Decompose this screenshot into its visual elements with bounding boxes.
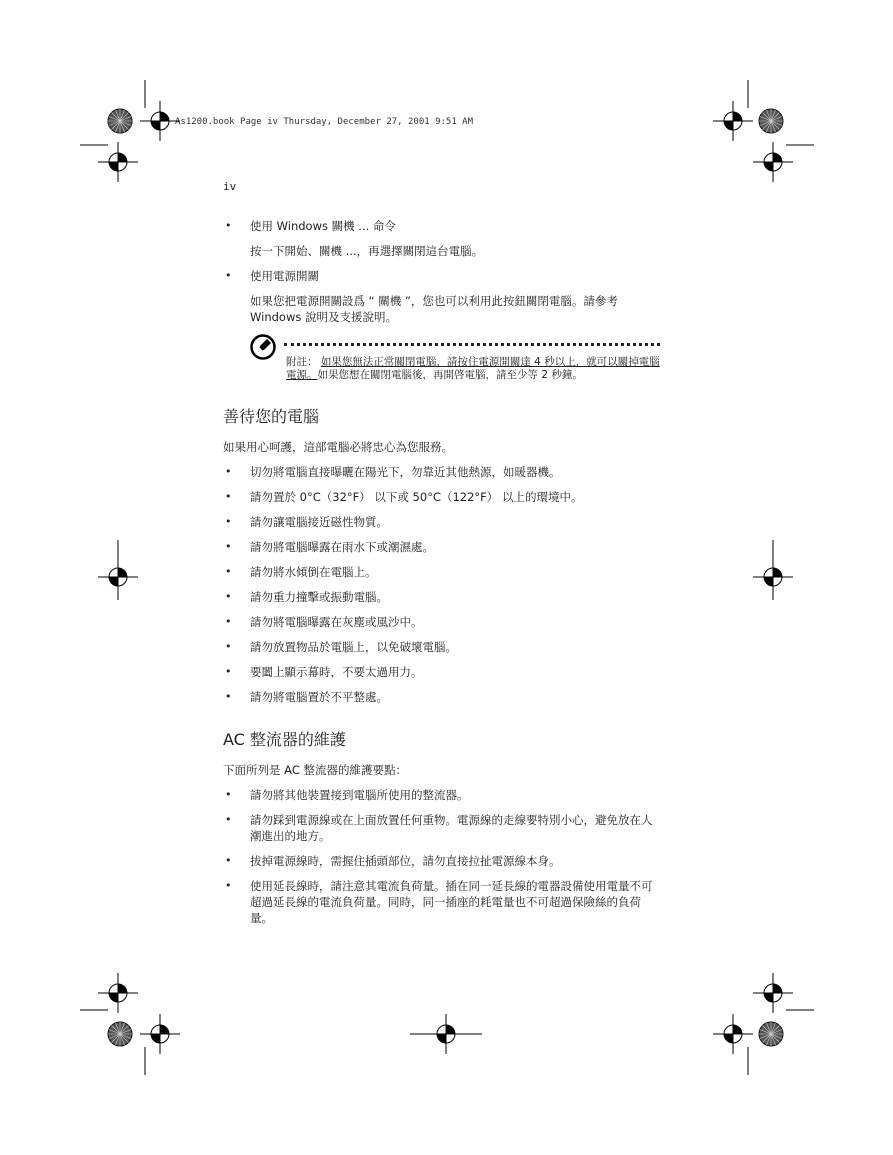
note-rest-text: 如果您想在關閉電腦後，再開啓電腦，請至少等 2 秒鐘。 [317,369,583,381]
list-item-text: 請勿將電腦置於不平整處。 [250,690,388,704]
page-content [223,218,663,935]
page-number: iv [223,180,237,193]
list-item [223,812,663,844]
bullet-icon: • [225,879,232,892]
list-item [223,787,663,803]
bullet-icon: • [225,540,232,553]
list-item-text: 請勿置於 0°C（32°F） 以下或 50°C（122°F） 以上的環境中。 [250,490,583,504]
list-item [223,489,663,505]
list-item-text: 要闔上顯示幕時，不要太過用力。 [250,665,423,679]
bullet-icon: • [225,813,232,826]
bullet-icon: • [225,590,232,603]
section-title-care: 善待您的電腦 [223,407,320,426]
list-item-detail: 按一下開始、關機 ...，再選擇關閉這台電腦。 [250,244,484,258]
bullet-icon: • [225,640,232,653]
list-item-text: 使用延長線時，請注意其電流負荷量。插在同一延長線的電器設備使用電量不可超過延長線的電流負荷量。同時，同一插座的耗電量也不可超過保險絲的負荷量。 [250,879,653,925]
section-intro-ac: 下面所列是 AC 整流器的維護要點： [223,763,408,777]
care-list [223,464,663,705]
list-item-detail: 如果您把電源開關設爲 “ 關機 ”，您也可以利用此按鈕關閉電腦。請參考 Windows 說明及支援說明。 [250,294,618,324]
list-item-text: 請勿將電腦曝露在灰塵或風沙中。 [250,615,423,629]
bullet-icon: • [225,788,232,801]
list-item-label: 使用 Windows 關機 ... 命令 [250,219,396,233]
list-item [223,218,663,234]
bullet-icon: • [225,490,232,503]
bullet-icon: • [225,465,232,478]
list-item-text: 請勿將電腦曝露在雨水下或潮濕處。 [250,540,434,554]
section-intro-care: 如果用心呵護，這部電腦必將忠心為您服務。 [223,440,453,454]
bullet-icon: • [225,565,232,578]
list-item [223,853,663,869]
list-item-text: 請勿將其他裝置接到電腦所使用的整流器。 [250,788,469,802]
list-item [223,268,663,284]
ac-list [223,787,663,926]
list-item [223,664,663,680]
list-item-text: 請勿讓電腦接近磁性物質。 [250,515,388,529]
note-pencil-icon [250,334,276,360]
bullet-icon: • [225,219,232,232]
print-header: As1200.book Page iv Thursday, December 27, 2001 9:51 AM [175,117,474,127]
list-item-text: 請勿重力撞擊或振動電腦。 [250,590,388,604]
note-text [250,334,663,382]
list-item-text: 拔掉電源線時，需握住插頭部位，請勿直接拉扯電源線本身。 [250,854,561,868]
bullet-icon: • [225,515,232,528]
section-title-ac: AC 整流器的維護 [223,730,346,749]
note-box [250,334,663,382]
list-item [223,539,663,555]
bullet-icon: • [225,854,232,867]
list-item [223,639,663,655]
list-item [223,564,663,580]
bullet-icon: • [225,269,232,282]
list-item-text: 請勿將水傾倒在電腦上。 [250,565,377,579]
list-item-text: 請勿踩到電源線或在上面放置任何重物。電源線的走線要特別小心，避免放在人潮進出的地方。 [250,813,653,843]
list-item-text: 切勿將電腦直接曝曬在陽光下，勿靠近其他熱源，如暖器機。 [250,465,561,479]
bullet-icon: • [225,690,232,703]
list-item [223,589,663,605]
list-item [223,878,663,926]
bullet-icon: • [225,665,232,678]
note-label: 附註： [286,356,318,368]
list-item-text: 請勿放置物品於電腦上，以免破壞電腦。 [250,640,457,654]
list-item [223,614,663,630]
list-item [223,689,663,705]
note-underlined-text: 如果您無法正常關閉電腦，請按住電源開關達 4 秒以上，就可以關掉電腦電源。 [286,356,660,381]
bullet-icon: • [225,615,232,628]
list-item [223,514,663,530]
note-divider [284,343,660,346]
list-item [223,464,663,480]
list-item-label: 使用電源開關 [250,269,319,283]
